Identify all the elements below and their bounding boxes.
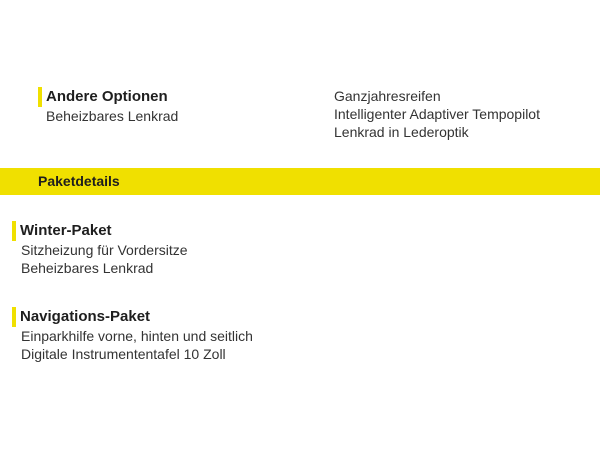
winter-package-list — [12, 241, 412, 277]
accent-bar — [12, 221, 16, 241]
accent-bar — [12, 307, 16, 327]
other-option-item: Ganzjahresreifen — [334, 88, 441, 104]
other-option-item: Lenkrad in Lederoptik — [334, 124, 469, 140]
navigation-package-title: Navigations-Paket — [20, 308, 151, 325]
package-item: Digitale Instrumententafel 10 Zoll — [21, 346, 226, 362]
winter-package-section — [12, 221, 412, 277]
package-item: Beheizbares Lenkrad — [21, 260, 154, 276]
other-options-section — [38, 87, 298, 125]
other-options-title: Andere Optionen — [46, 88, 168, 105]
package-details-band — [0, 168, 600, 195]
navigation-package-list — [12, 327, 412, 363]
other-option-item: Intelligenter Adaptiver Tempopilot — [334, 106, 540, 122]
package-item: Einparkhilfe vorne, hinten und seitlich — [21, 328, 253, 344]
navigation-package-heading — [12, 307, 412, 327]
package-item: Sitzheizung für Vordersitze — [21, 242, 188, 258]
navigation-package-section — [12, 307, 412, 363]
other-options-list-right — [334, 87, 594, 141]
other-options-heading — [38, 87, 298, 107]
other-option-item: Beheizbares Lenkrad — [46, 108, 179, 124]
package-details-title: Paketdetails — [38, 173, 120, 189]
other-options-list-left — [38, 107, 298, 125]
accent-bar — [38, 87, 42, 107]
winter-package-heading — [12, 221, 412, 241]
winter-package-title: Winter-Paket — [20, 222, 112, 239]
